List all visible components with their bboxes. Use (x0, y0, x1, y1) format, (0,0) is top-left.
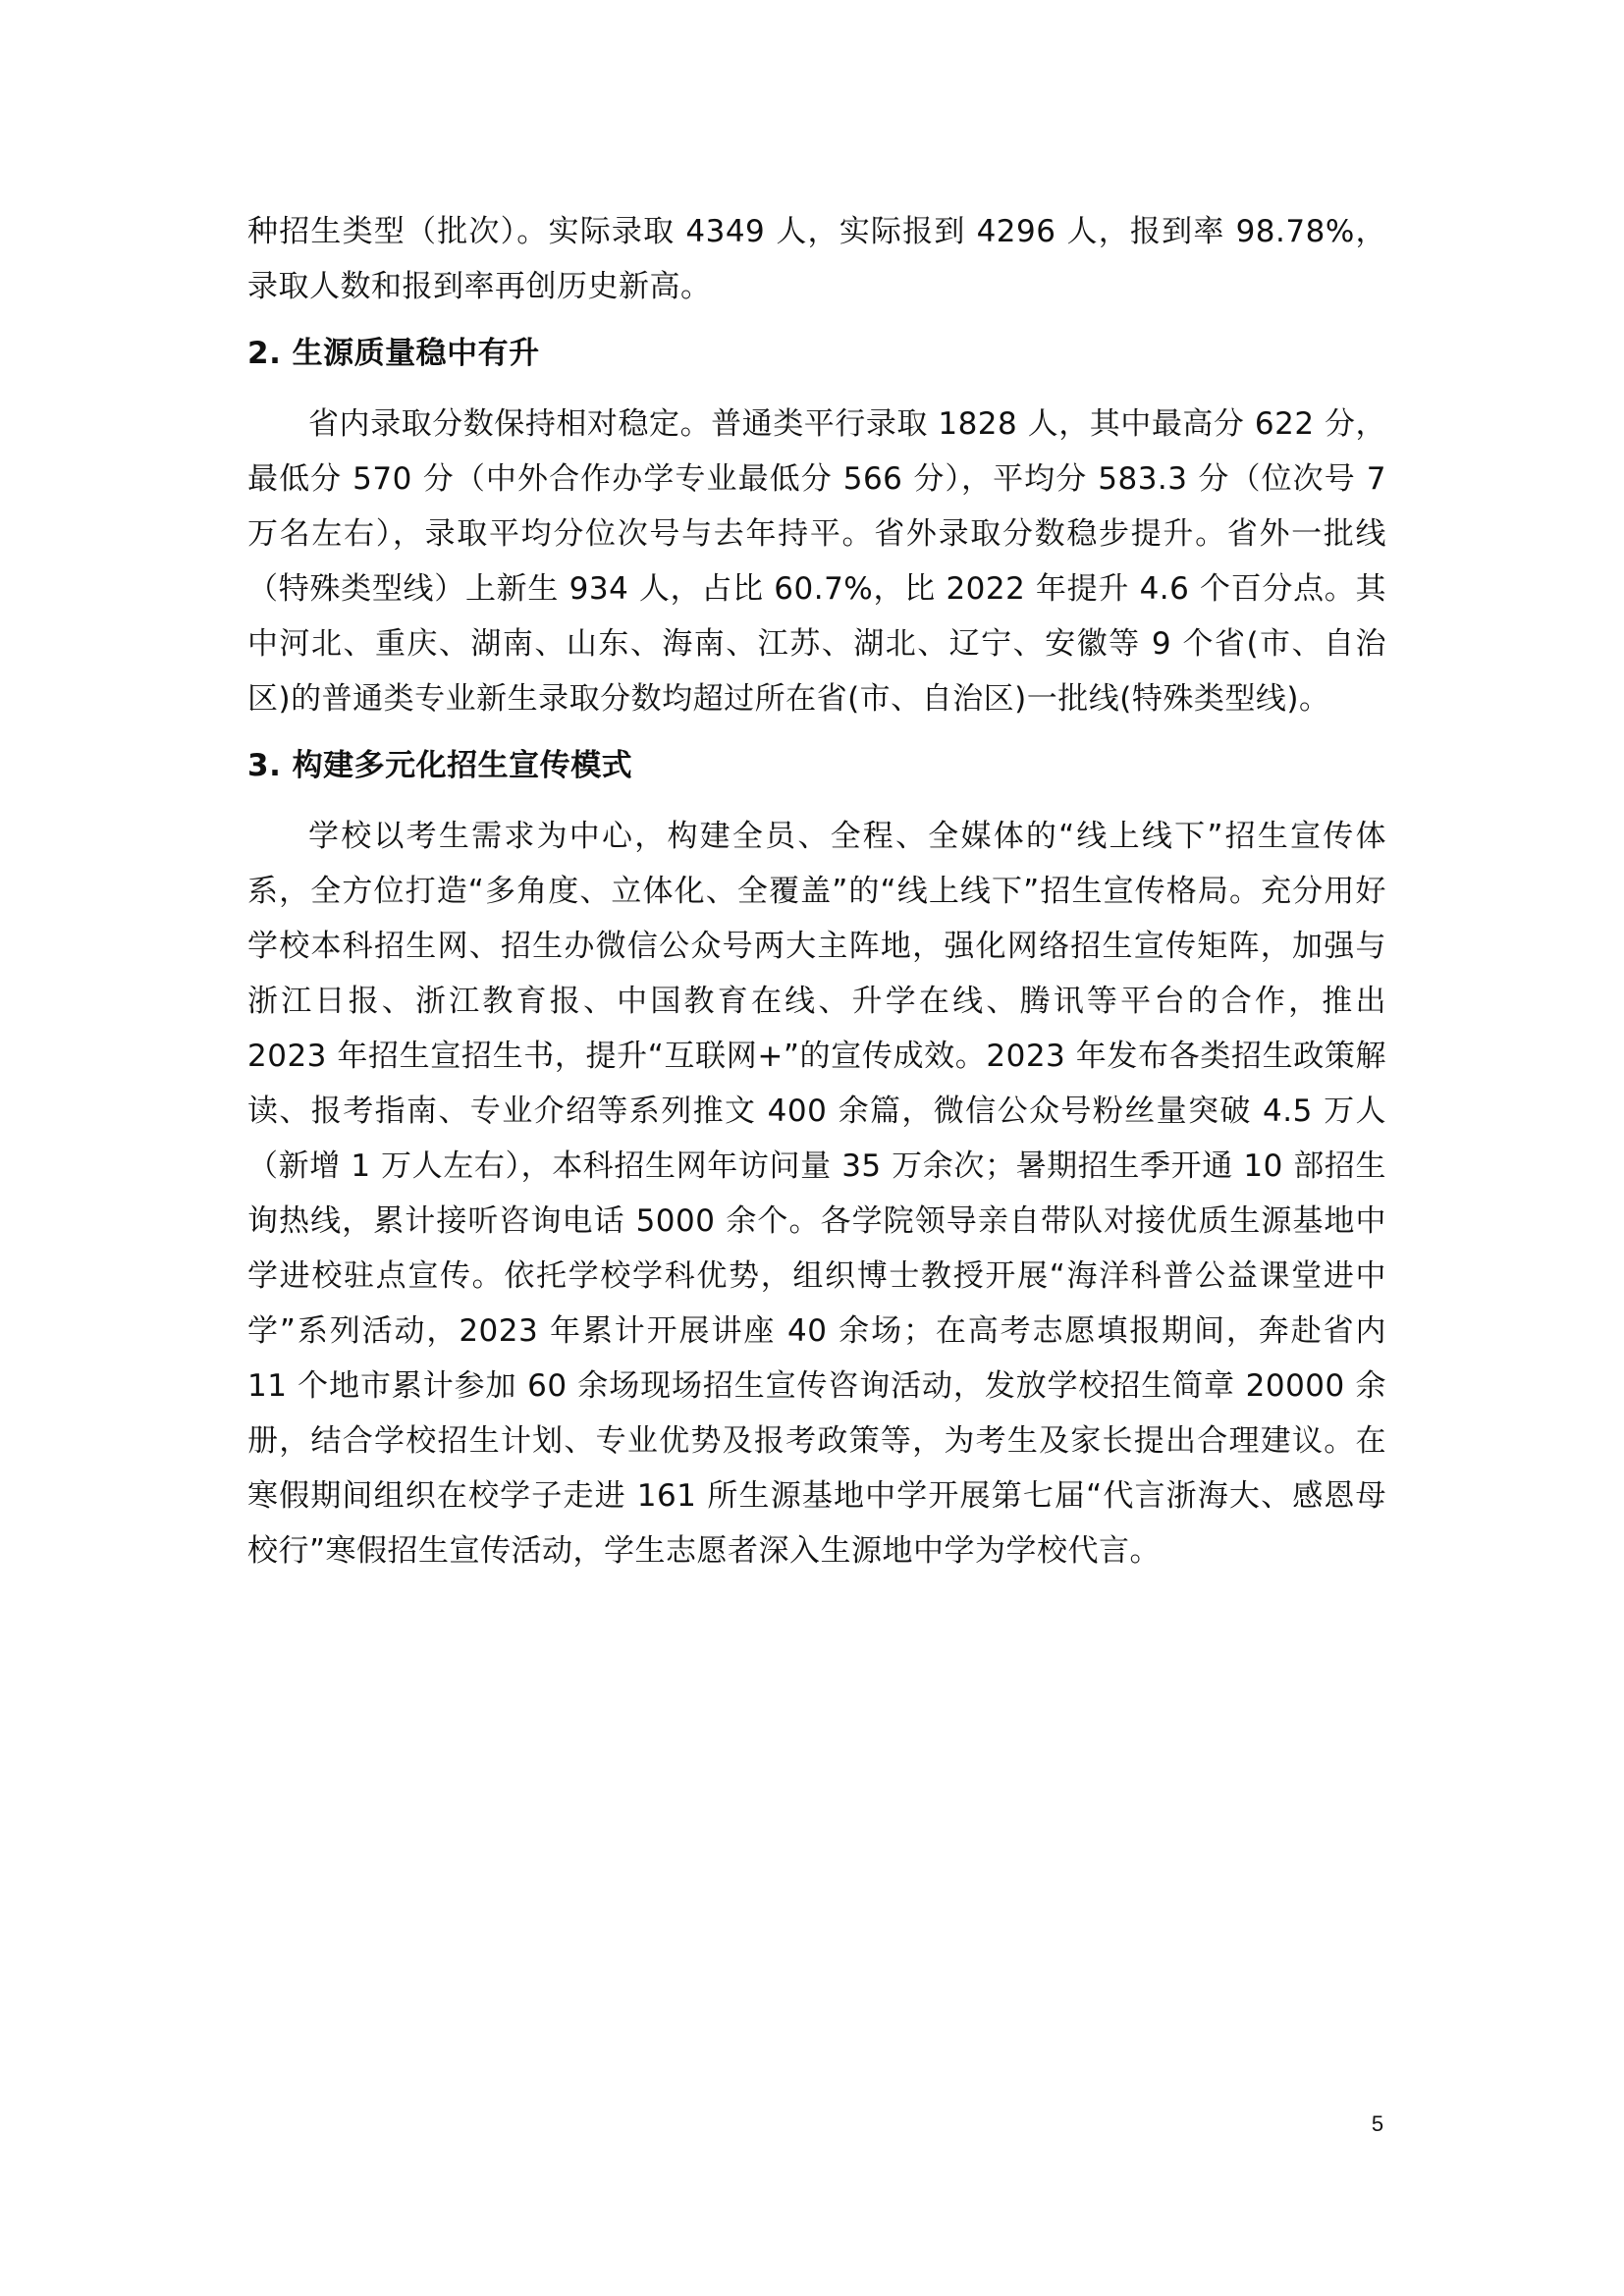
continuation-paragraph: 种招生类型（批次）。实际录取 4349 人，实际报到 4296 人，报到率 98.78%，录取人数和报到率再创历史新高。 (247, 214, 1386, 304)
page-number: 5 (1371, 2111, 1384, 2136)
section-heading-source-quality: 2. 生源质量稳中有升 (247, 336, 540, 371)
section-paragraph-source-quality: 省内录取分数保持相对稳定。普通类平行录取 1828 人，其中最高分 622 分，最低分 570 分（中外合作办学专业最低分 566 分），平均分 583.3 分（位次号 7 万名左右），录取平均分位次号与去年持平。省外录取分数稳步提升。省外一批线（特殊类型线）上新生 934 人，占比 60.7%，比 2022 年提升 4.6 个百分点。其中河北、重庆、湖南、山东、海南、江苏、湖北、辽宁、安徽等 9 个省(市、自治区)的普通类专业新生录取分数均超过所在省(市、自治区)一批线(特殊类型线)。 (247, 406, 1386, 717)
page-content (247, 204, 1386, 1578)
section-heading-publicity-mode: 3. 构建多元化招生宣传模式 (247, 748, 633, 783)
section-paragraph-publicity-mode: 学校以考生需求为中心，构建全员、全程、全媒体的“线上线下”招生宣传体系，全方位打造“多角度、立体化、全覆盖”的“线上线下”招生宣传格局。充分用好学校本科招生网、招生办微信公众号两大主阵地，强化网络招生宣传矩阵，加强与浙江日报、浙江教育报、中国教育在线、升学在线、腾讯等平台的合作，推出 2023 年招生宣招生书，提升“互联网+”的宣传成效。2023 年发布各类招生政策解读、报考指南、专业介绍等系列推文 400 余篇，微信公众号粉丝量突破 4.5 万人（新增 1 万人左右），本科招生网年访问量 35 万余次；暑期招生季开通 10 部招生询热线，累计接听咨询电话 5000 余个。各学院领导亲自带队对接优质生源基地中学进校驻点宣传。依托学校学科优势，组织博士教授开展“海洋科普公益课堂进中学”系列活动，2023 年累计开展讲座 40 余场；在高考志愿填报期间，奔赴省内 11 个地市累计参加 60 余场现场招生宣传咨询活动，发放学校招生简章 20000 余册，结合学校招生计划、专业优势及报考政策等，为考生及家长提出合理建议。在寒假期间组织在校学子走进 161 所生源基地中学开展第七届“代言浙海大、感恩母校行”寒假招生宣传活动，学生志愿者深入生源地中学为学校代言。 (247, 819, 1386, 1569)
